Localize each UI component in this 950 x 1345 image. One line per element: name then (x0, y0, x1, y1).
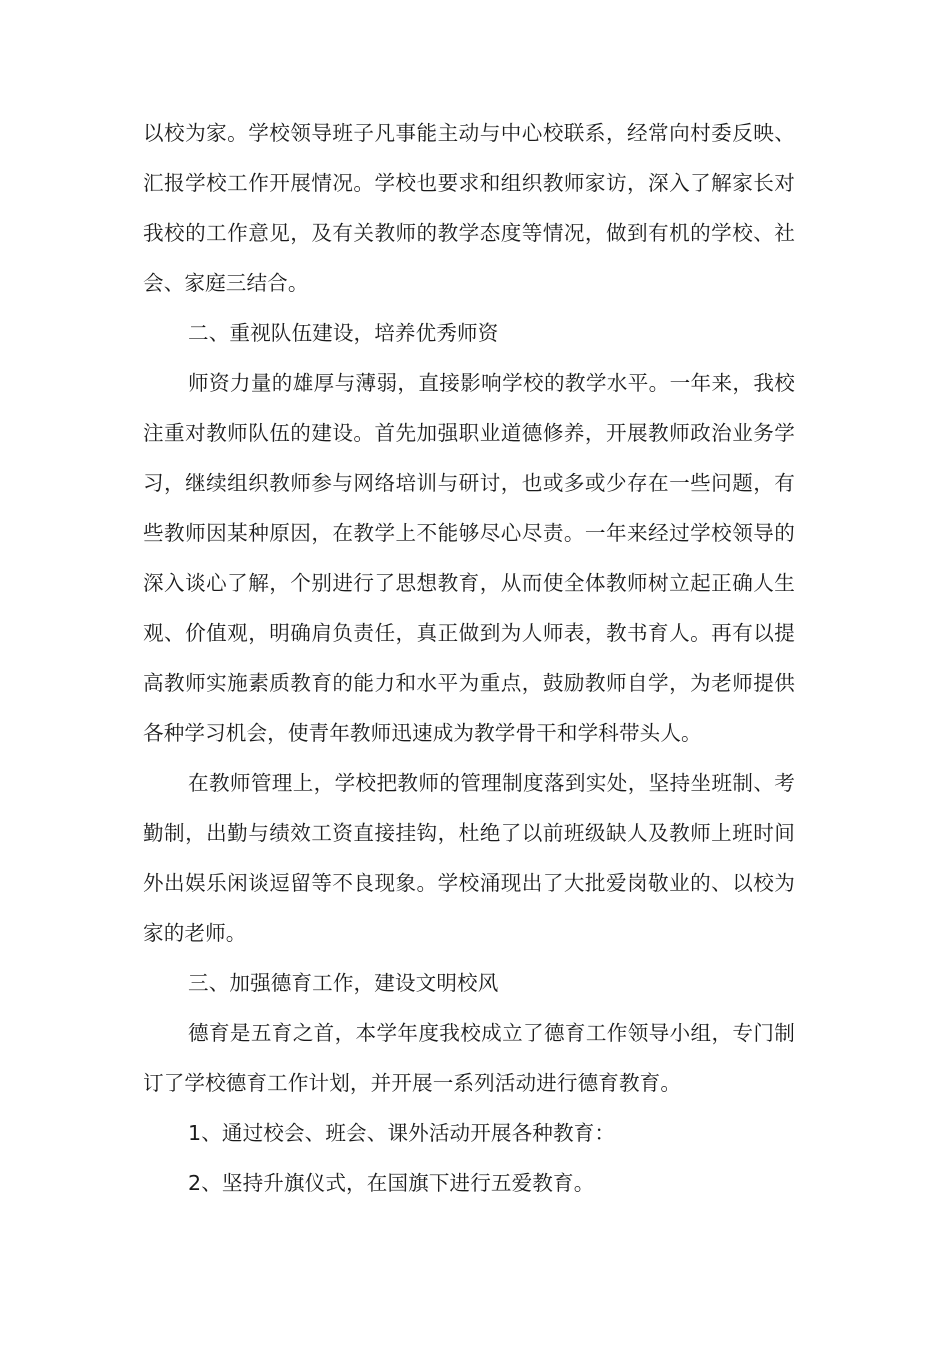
document-body (143, 108, 795, 1208)
paragraph-4: 在教师管理上，学校把教师的管理制度落到实处，坚持坐班制、考勤制，出勤与绩效工资直接挂钩，杜绝了以前班级缺人及教师上班时间外出娱乐闲谈逗留等不良现象。学校涌现出了大批爱岗敬业的、以校为家的老师。 (143, 771, 795, 945)
section-heading-2: 二、重视队伍建设，培养优秀师资 (188, 321, 499, 345)
list-item-2: 2、坚持升旗仪式，在国旗下进行五爱教育。 (188, 1171, 595, 1195)
paragraph-3: 师资力量的雄厚与薄弱，直接影响学校的教学水平。一年来，我校注重对教师队伍的建设。首先加强职业道德修养，开展教师政治业务学习，继续组织教师参与网络培训与研讨，也或多或少存在一些问题，有些教师因某种原因，在教学上不能够尽心尽责。一年来经过学校领导的深入谈心了解，个别进行了思想教育，从而使全体教师树立起正确人生观、价值观，明确肩负责任，真正做到为人师表，教书育人。再有以提高教师实施素质教育的能力和水平为重点，鼓励教师自学，为老师提供各种学习机会，使青年教师迅速成为教学骨干和学科带头人。 (143, 371, 795, 745)
paragraph-1: 以校为家。学校领导班子凡事能主动与中心校联系，经常向村委反映、汇报学校工作开展情况。学校也要求和组织教师家访，深入了解家长对我校的工作意见，及有关教师的教学态度等情况，做到有机的学校、社会、家庭三结合。 (143, 121, 795, 295)
list-item-1: 1、通过校会、班会、课外活动开展各种教育： (188, 1121, 616, 1145)
paragraph-6: 德育是五育之首，本学年度我校成立了德育工作领导小组，专门制订了学校德育工作计划，并开展一系列活动进行德育教育。 (143, 1021, 795, 1095)
section-heading-3: 三、加强德育工作，建设文明校风 (188, 971, 499, 995)
